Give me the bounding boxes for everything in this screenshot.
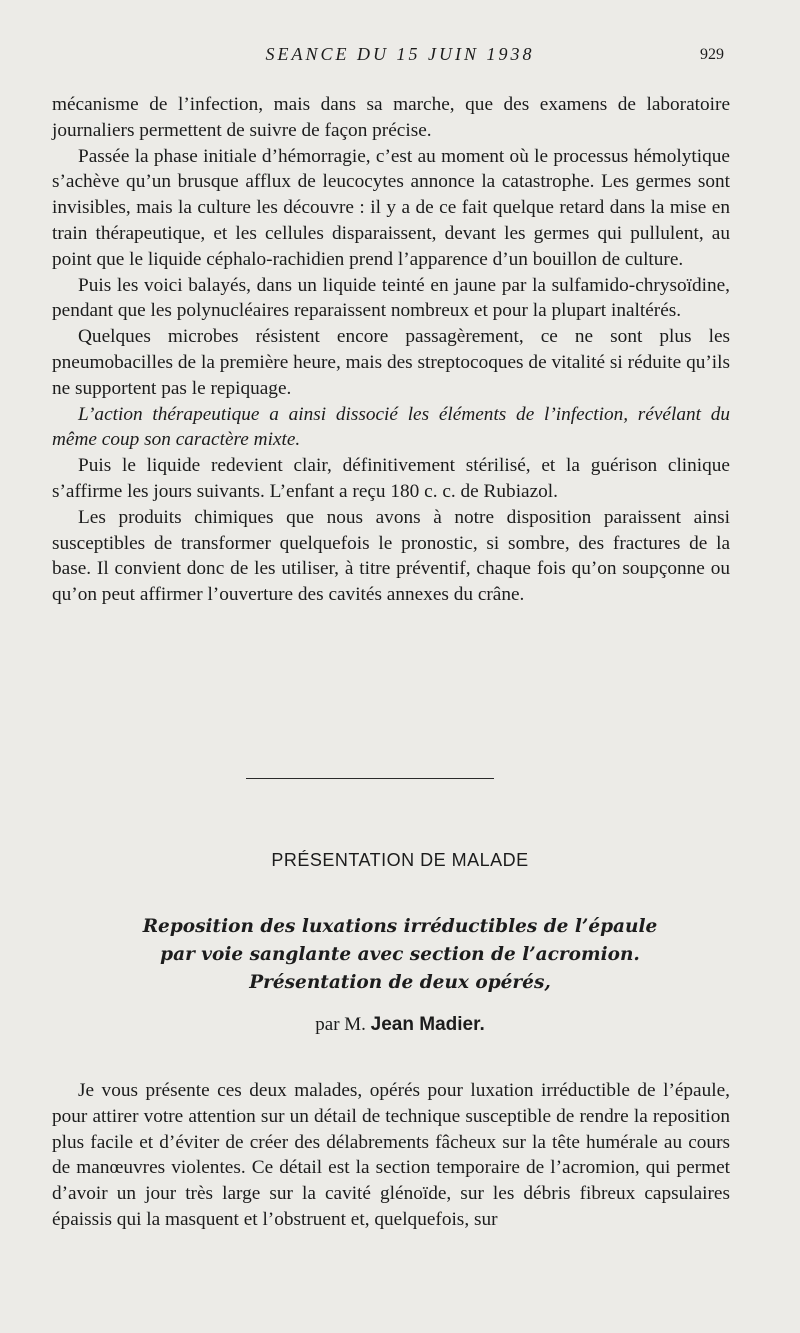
byline-prefix: par M. <box>315 1014 366 1035</box>
paragraph: Je vous présente ces deux malades, opérés pour luxation irréductible de l’épaule, pour attirer votre attention sur un détail de technique susceptible de rendre la reposition plus facile et d’éviter de créer des délabrements fâcheux sur la tête humérale au cours de manœuvres violentes. Ce détail est la section temporaire de l’acromion, qui permet d’avoir un jour très large sur la cavité glénoïde, sur les débris fibreux capsulaires épaissis qui la masquent et l’obstruent et, quelquefois, sur <box>52 1080 730 1230</box>
paragraph: Puis le liquide redevient clair, définitivement stérilisé, et la guérison clinique s’affirme les jours suivants. L’enfant a reçu 180 c. c. de Rubiazol. <box>52 455 730 502</box>
page-number: 929 <box>700 46 724 63</box>
article-body <box>52 92 730 608</box>
paragraph: Passée la phase initiale d’hémorragie, c’est au moment où le processus hémolytique s’achève qu’un brusque afflux de leucocytes annonce la catastrophe. Les germes sont invisibles, mais la culture les découvre : il y a de ce fait quelque retard dans la mise en train thérapeutique, et les cellules disparaissent, devant les germes qui pullulent, au point que le liquide céphalo-rachidien prend l’apparence d’un bouillon de culture. <box>52 145 730 270</box>
page-header <box>0 44 800 76</box>
section-divider <box>246 778 494 779</box>
title-line: Présentation de deux opérés, <box>249 972 551 993</box>
paragraph: Quelques microbes résistent encore passagèrement, ce ne sont plus les pneumobacilles de la première heure, mais des streptocoques de vitalité si réduite qu’ils ne supportent pas le repiquage. <box>52 326 730 399</box>
paragraph: Les produits chimiques que nous avons à notre disposition paraissent ainsi susceptibles de transformer quelquefois le pronostic, si sombre, des fractures de la base. Il convient donc de les utiliser, à titre préventif, chaque fois qu’on soupçonne ou qu’on peut affirmer l’ouverture des cavités annexes du crâne. <box>52 506 730 606</box>
byline <box>0 1014 800 1036</box>
title-line: Reposition des luxations irréductibles de l’épaule <box>142 916 658 937</box>
italic-paragraph: L’action thérapeutique a ainsi dissocié les éléments de l’infection, révélant du même coup son caractère mixte. <box>52 403 730 451</box>
author-name: Jean Madier. <box>370 1014 485 1035</box>
running-title: SEANCE DU 15 JUIN 1938 <box>265 44 535 64</box>
section-heading: PRÉSENTATION DE MALADE <box>271 850 529 870</box>
paragraph: mécanisme de l’infection, mais dans sa marche, que des examens de laboratoire journaliers permettent de suivre de façon précise. <box>52 94 730 141</box>
article-title <box>60 913 740 997</box>
title-line: par voie sanglante avec section de l’acromion. <box>160 944 640 965</box>
paragraph: Puis les voici balayés, dans un liquide teinté en jaune par la sulfamido-chrysoïdine, pendant que les polynucléaires reparaissent nombreux et pour la plupart inaltérés. <box>52 274 730 322</box>
article-intro <box>52 1078 730 1233</box>
